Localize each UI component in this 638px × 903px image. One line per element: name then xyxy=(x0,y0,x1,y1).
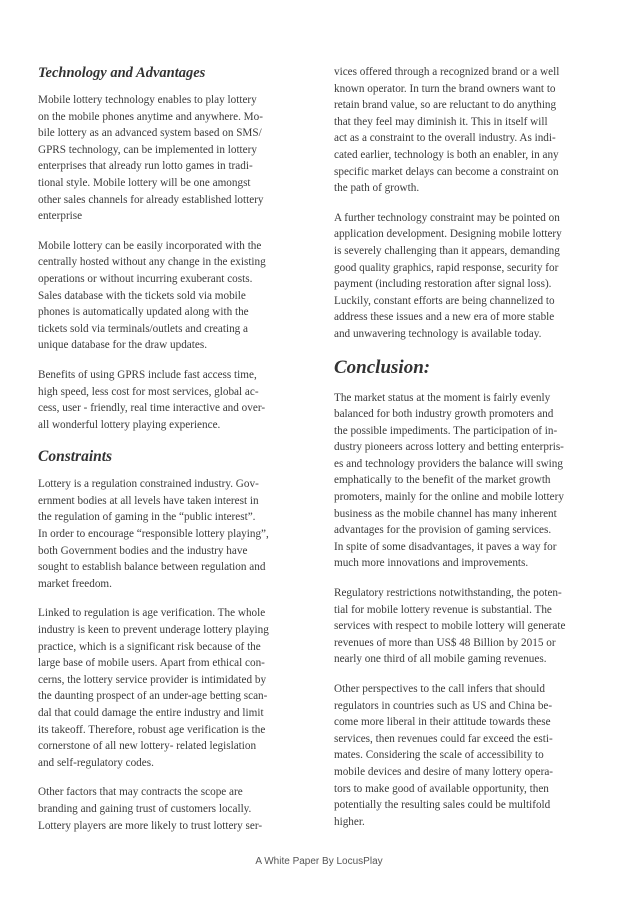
paragraph-other-perspectives: Other perspectives to the call infers that should regulators in countries such as US and China be- come more liberal in their attitude towards these services, then revenues could far exceed the esti- mates. Considering the scale of accessibility to mobile devices and desire of many lottery opera- tors to make good of available opportunity, then potentially the resulting sales could be multifold higher. xyxy=(334,683,554,828)
paragraph-central-hosting: Mobile lottery can be easily incorporated with the centrally hosted without any change in the existing operations or without incurring exuberant costs. Sales database with the tickets sold via mobile phones is automatically updated along with the tickets sold via terminals/outlets and creating a unique database for the draw updates. xyxy=(38,239,266,352)
paragraph-app-development: A further technology constraint may be pointed on application development. Designing mobile lottery is severely challenging than it appears, demanding good quality graphics, rapid response, security for payment (including restoration after signal loss). Luckily, constant efforts are being channelized to address these issues and a new era of more stable and unwavering technology is available today. xyxy=(334,211,562,340)
right-column xyxy=(334,64,596,830)
paragraph-market-status: The market status at the moment is fairly evenly balanced for both industry growth promoters and the possible impediments. The participation of in- dustry pioneers across lottery and betting enterpris- es and technology providers the balance will swing emphatically to the benefit of the market growth promoters, mainly for the online and mobile lottery business as the mobile channel has many inherent advantages for the provision of gaming services. In spite of some disadvantages, it paves a way for much more innovations and improvements. xyxy=(334,391,564,570)
paragraph-branding-trust: Other factors that may contracts the scope are branding and gaining trust of customers locally. Lottery players are more likely to trust lottery ser- xyxy=(38,786,263,832)
left-column xyxy=(38,64,300,834)
page-footer: A White Paper By LocusPlay xyxy=(255,856,383,867)
section-heading-conclusion: Conclusion: xyxy=(334,356,431,378)
paragraph-regulation: Lottery is a regulation constrained industry. Gov- ernment bodies at all levels have taken interest in the regulation of gaming in the “public interest”. In order to encourage “responsible lottery playing”, both Government bodies and the industry have sought to establish balance between regulation and market freedom. xyxy=(38,478,269,590)
paragraph-gprs-benefits: Benefits of using GPRS include fast access time, high speed, less cost for most services, global ac- cess, user - friendly, real time interactive and over- all wonderful lottery playing experience. xyxy=(38,368,266,431)
paragraph-age-verification: Linked to regulation is age verification. The whole industry is keen to prevent underage lottery playing practice, which is a significant risk because of the large base of mobile users. Apart from ethical con- cerns, the lottery service provider is intimidated by the daunting prospect of an under-age betting scan- dal that could damage the entire industry and limit its takeoff. Therefore, robust age verification is the cornerstone of all new lottery- related legislation and self-regulatory codes. xyxy=(38,607,269,769)
section-heading-technology: Technology and Advantages xyxy=(38,65,206,81)
paragraph-brand-value: vices offered through a recognized brand or a well known operator. In turn the brand owners want to retain brand value, so are reluctant to do anything that they feel may diminish it. This in itself will act as a constraint to the overall industry. As indi- cated earlier, technology is both an enabler, in any specific market delays can become a constraint on the path of growth. xyxy=(334,66,560,195)
paragraph-revenue-potential: Regulatory restrictions notwithstanding, the poten- tial for mobile lottery revenue is substantial. The services with respect to mobile lottery will generate revenues of more than US$ 48 Billion by 2015 or nearly one third of all mobile gaming revenues. xyxy=(334,587,566,666)
section-heading-constraints: Constraints xyxy=(38,448,113,466)
paragraph-mobile-lottery-intro: Mobile lottery technology enables to play lottery on the mobile phones anytime and anywhere. Mo- bile lottery as an advanced system based on SMS/ GPRS technology, can be implemented in lottery enterprises that already run lotto games in tradi- tional style. Mobile lottery will be one amongst other sales channels for already established lottery enterprise xyxy=(38,94,264,223)
